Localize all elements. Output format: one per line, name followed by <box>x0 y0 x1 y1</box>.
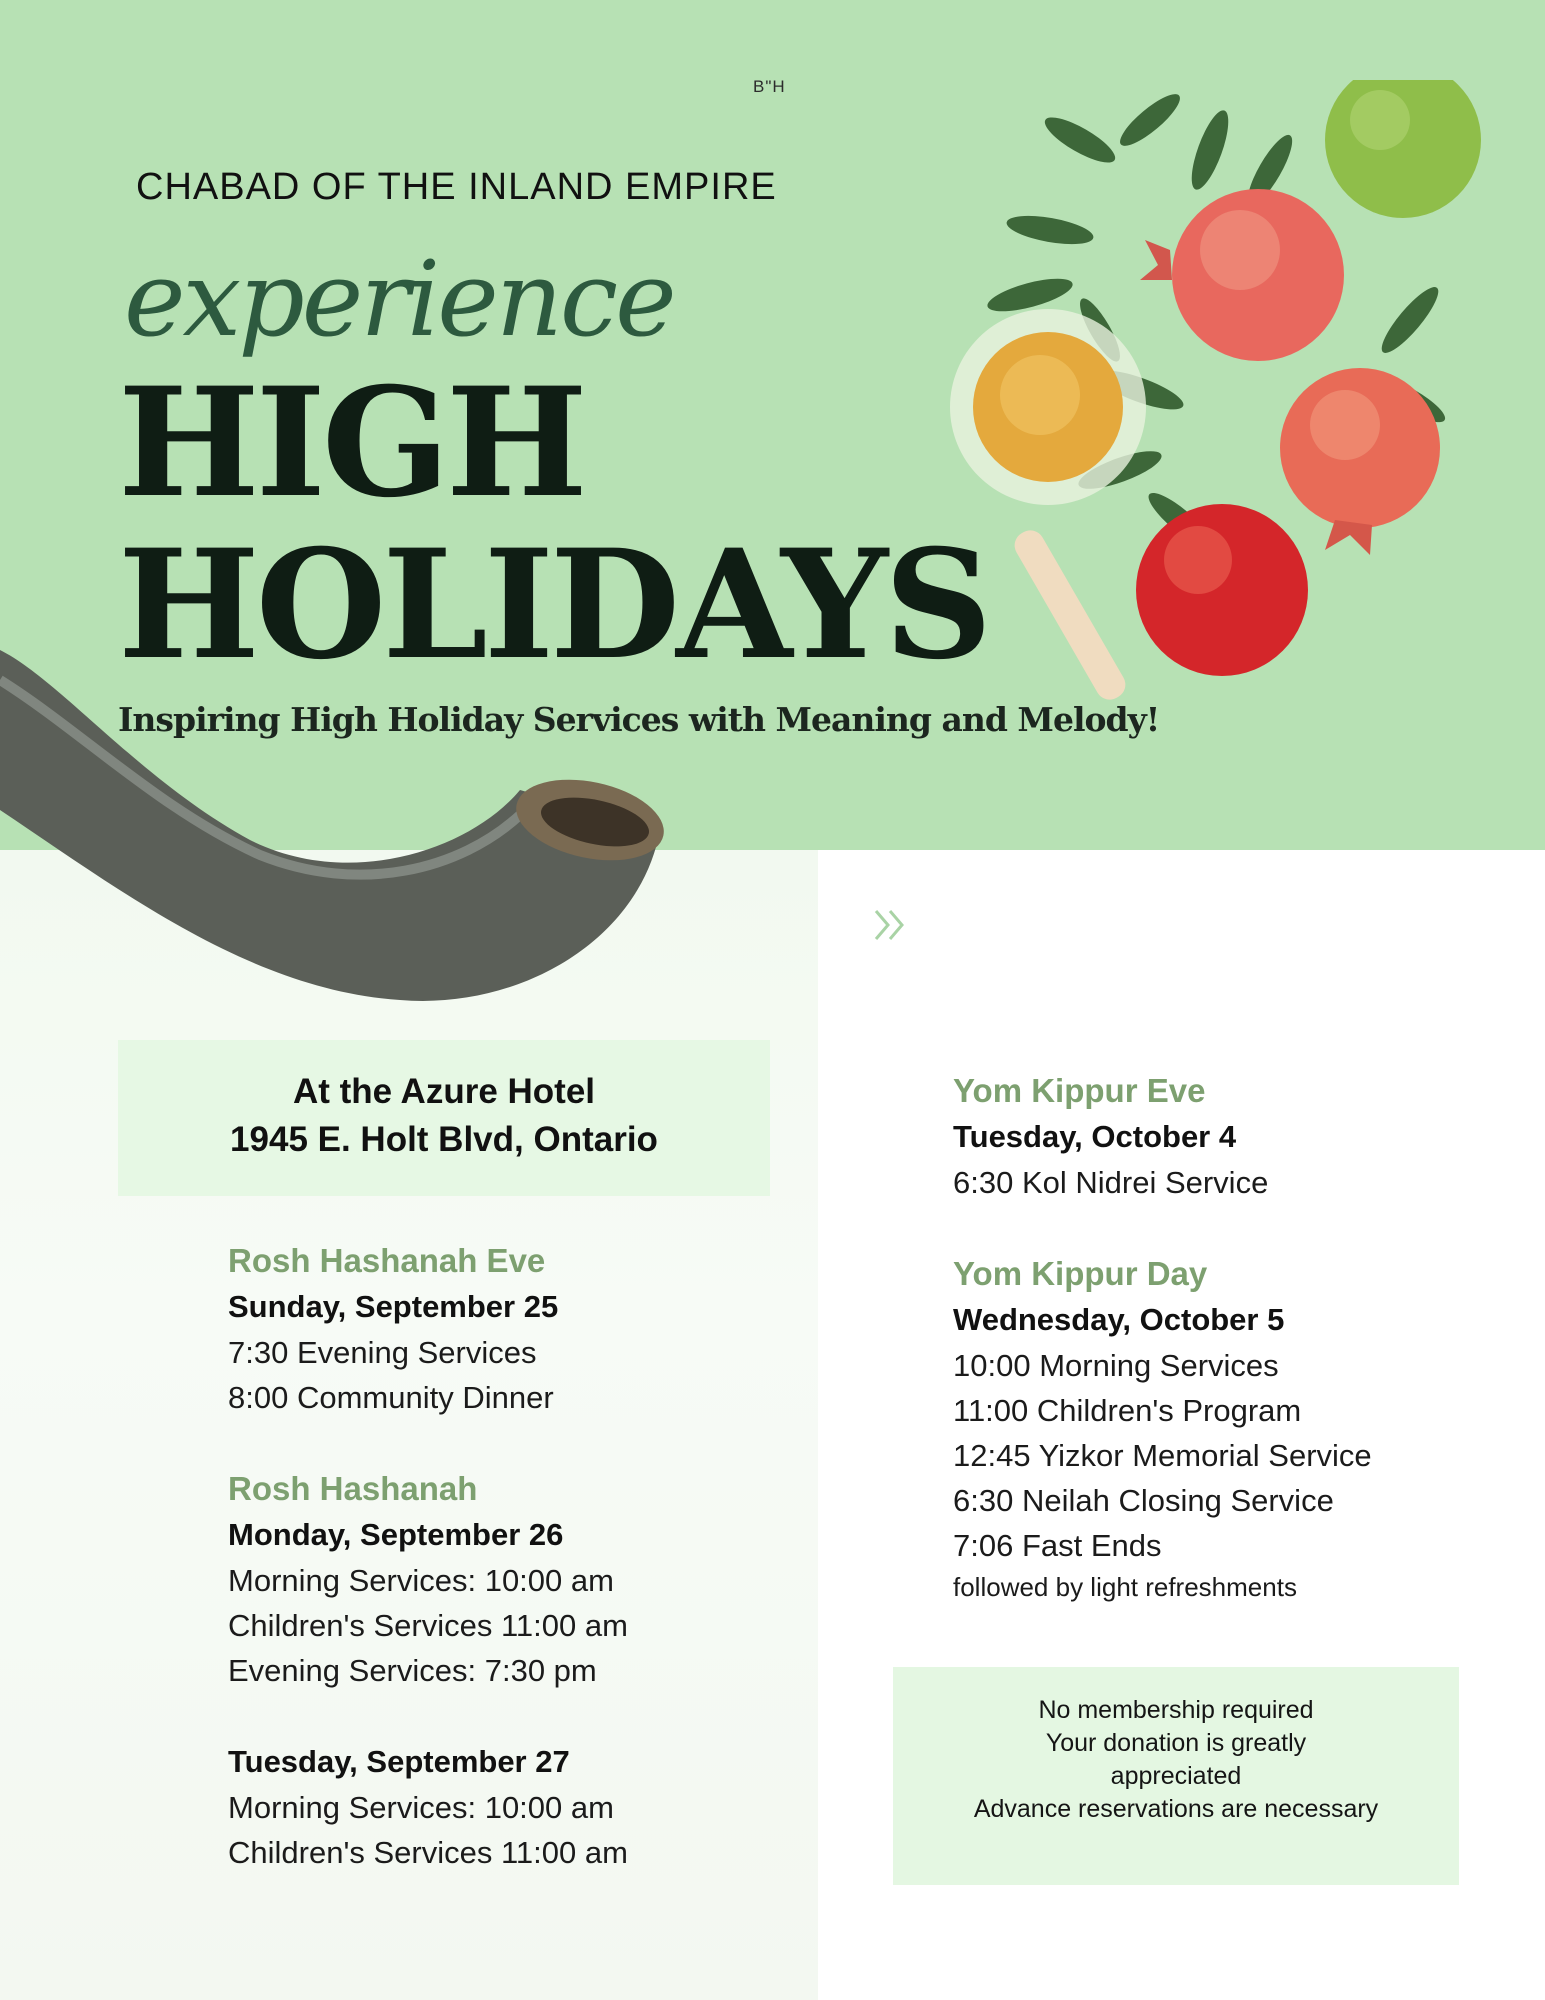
title-line-1: HIGH <box>118 355 584 531</box>
tagline: Inspiring High Holiday Services with Meaning and Melody! <box>118 700 1160 739</box>
schedule-item: Children's Services 11:00 am <box>228 1608 628 1643</box>
event-date: Monday, September 26 <box>228 1517 564 1552</box>
schedule-item: Children's Services 11:00 am <box>228 1835 628 1870</box>
yom-kippur-schedule <box>953 1068 1372 1606</box>
info-line: No membership required <box>1038 1696 1314 1724</box>
event-date: Sunday, September 25 <box>228 1289 559 1324</box>
schedule-item: 10:00 Morning Services <box>953 1348 1279 1383</box>
pomegranate-apple-honey-image <box>940 80 1500 720</box>
info-line: Advance reservations are necessary <box>973 1795 1379 1823</box>
schedule-item: 8:00 Community Dinner <box>228 1380 554 1415</box>
event-date: Tuesday, October 4 <box>953 1119 1237 1154</box>
title-line-2: HOLIDAYS <box>118 517 989 693</box>
schedule-item: 7:06 Fast Ends <box>953 1528 1162 1563</box>
schedule-item: 7:30 Evening Services <box>228 1335 537 1370</box>
venue-box <box>118 1040 770 1196</box>
schedule-item: 12:45 Yizkor Memorial Service <box>953 1438 1372 1473</box>
shofar-image <box>0 640 680 1020</box>
event-title: Yom Kippur Day <box>953 1255 1208 1292</box>
schedule-item: 11:00 Children's Program <box>953 1393 1302 1428</box>
schedule-item: 6:30 Kol Nidrei Service <box>953 1165 1269 1200</box>
info-line: Your donation is greatly <box>1045 1729 1307 1757</box>
info-box <box>893 1667 1459 1885</box>
event-title: Yom Kippur Eve <box>953 1072 1206 1109</box>
info-line: appreciated <box>1110 1762 1242 1790</box>
organization-name: CHABAD OF THE INLAND EMPIRE <box>136 166 777 208</box>
schedule-note: followed by light refreshments <box>953 1572 1297 1602</box>
script-word: experience <box>124 238 674 360</box>
schedule-item: 6:30 Neilah Closing Service <box>953 1483 1334 1518</box>
chevron-double-right-icon <box>872 908 910 942</box>
event-title: Rosh Hashanah <box>228 1470 478 1507</box>
schedule-item: Evening Services: 7:30 pm <box>228 1653 597 1688</box>
rosh-hashanah-schedule <box>228 1238 628 1875</box>
venue-name: At the Azure Hotel <box>292 1072 596 1111</box>
schedule-item: Morning Services: 10:00 am <box>228 1563 614 1598</box>
event-date: Tuesday, September 27 <box>228 1744 570 1779</box>
schedule-item: Morning Services: 10:00 am <box>228 1790 614 1825</box>
event-date: Wednesday, October 5 <box>953 1302 1285 1337</box>
venue-address: 1945 E. Holt Blvd, Ontario <box>230 1120 658 1159</box>
event-title: Rosh Hashanah Eve <box>228 1242 546 1279</box>
bh-mark: B"H <box>753 77 786 96</box>
